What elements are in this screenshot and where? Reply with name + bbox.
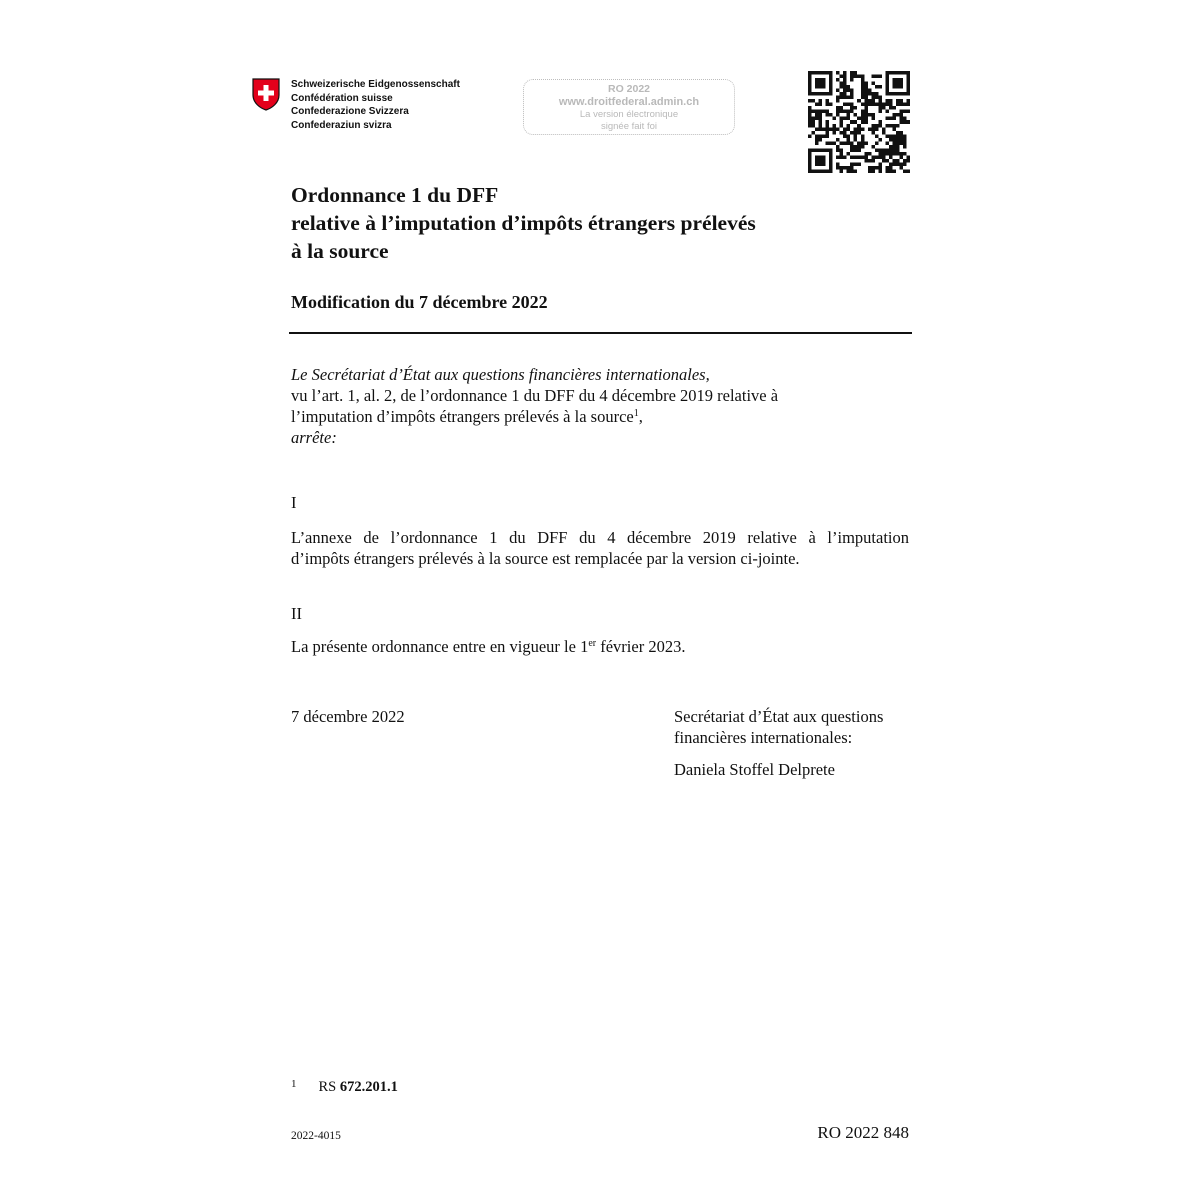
preamble-vu-text: l’imputation d’impôts étrangers prélevés à la source [291,407,634,426]
section-i-text [291,527,909,569]
document-id: 2022-4015 [291,1130,341,1142]
title-line-3: à la source [291,239,389,263]
official-compilation-reference: RO 2022 848 [817,1123,909,1142]
confederation-line-de: Schweizerische Eidgenossenschaft [291,79,460,90]
confederation-line-rm: Confederaziun svizra [291,119,392,131]
stamp-line3: La version électronique [579,109,679,120]
electronic-signature-stamp [523,79,735,135]
title-line-1: Ordonnance 1 du DFF [291,183,499,207]
signature-org-line-2: financières internationales: [674,728,853,747]
section-i-line-1: L’annexe de l’ordonnance 1 du DFF du 4 décembre 2019 relative à l’imputation [291,528,909,547]
title-rule-divider [289,332,912,334]
document-title [291,181,756,265]
confederation-line-fr: Confédération suisse [291,92,393,104]
signature-date: 7 décembre 2022 [291,707,405,726]
title-line-2: relative à l’imputation d’impôts étrangers prélevés [291,211,756,235]
signature-organization [674,706,914,748]
confederation-name-block [291,78,460,132]
footnote [291,1078,398,1096]
footnote-reference-number: 672.201.1 [339,1079,398,1095]
section-i-line-2: d’impôts étrangers prélevés à la source est remplacée par la version ci-jointe. [291,549,800,568]
preamble-authority: Le Secrétariat d’État aux questions financières internationales, [291,365,710,384]
signature-block [674,706,914,780]
section-number-i: I [291,493,297,512]
section-ii-text-after: février 2023. [596,637,686,656]
section-ii-superscript: er [588,638,597,649]
stamp-site: www.droitfederal.admin.ch [558,96,700,108]
swiss-cross-shield-icon [251,77,281,111]
footnote-reference[interactable]: 1 [633,408,639,419]
preamble-vu-line-2 [291,406,911,427]
footnote-prefix: RS [318,1079,340,1095]
section-number-ii: II [291,604,302,623]
preamble-arrete: arrête: [291,428,337,447]
preamble [291,364,911,448]
stamp-line4: signée fait foi [601,121,657,132]
preamble-vu-line-1: vu l’art. 1, al. 2, de l’ordonnance 1 du DFF du 4 décembre 2019 relative à [291,386,779,405]
signature-org-line-1: Secrétariat d’État aux questions [674,707,884,726]
confederation-line-it: Confederazione Svizzera [291,106,409,117]
signatory-name: Daniela Stoffel Delprete [674,760,835,779]
modification-heading: Modification du 7 décembre 2022 [291,292,548,312]
section-ii-text-before: La présente ordonnance entre en vigueur le 1 [291,637,589,656]
section-ii-text [291,636,685,657]
preamble-vu-end: , [638,407,643,426]
stamp-ro: RO 2022 [607,83,651,95]
qr-code-icon [808,71,910,173]
footnote-number: 1 [291,1078,297,1090]
